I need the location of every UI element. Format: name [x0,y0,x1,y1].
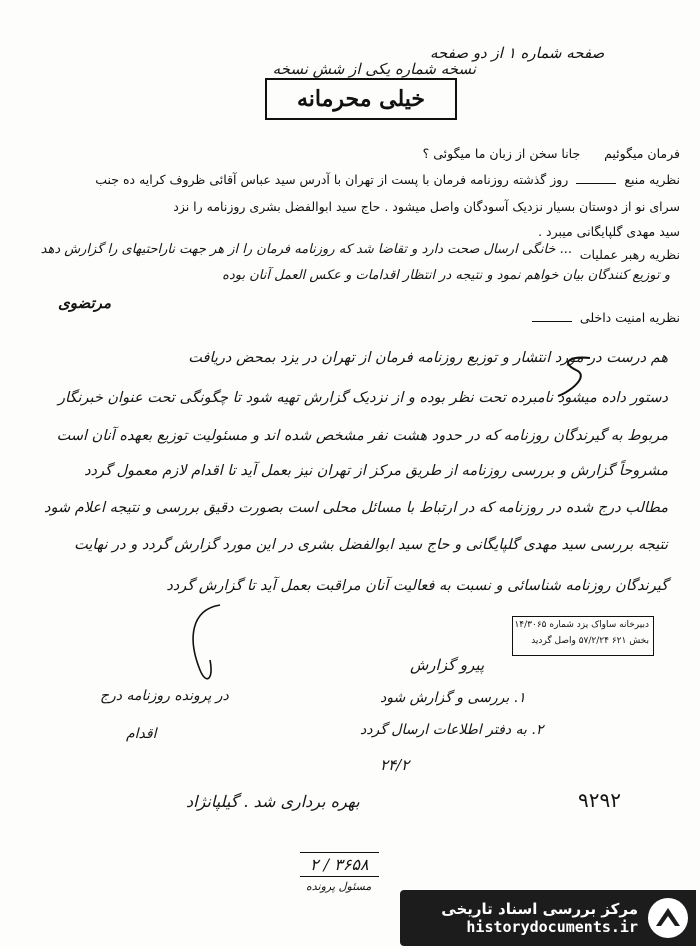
leader-row [580,247,680,262]
file-number: ۹۲۹۲ [578,788,621,812]
archive-website: historydocuments.ir [466,918,638,936]
subject-row [423,146,680,161]
source-row-2 [173,199,680,214]
subject-label: فرمان میگوئیم [604,146,680,161]
leader-hand-1: ... خانگی ارسال صحت دارد و تقاضا شد که روزنامه فرمان را از هر جهت ناراحتیهای را گزارش دهد [40,242,572,257]
leader-signature: مرتضوی [58,294,111,312]
archive-emblem-icon [648,898,688,938]
security-label: نظریه امنیت داخلی [579,310,680,325]
received-stamp [512,616,654,656]
bottom-line: بهره برداری شد . گیلپانژاد [186,792,360,811]
source-text-2: سرای نو از دوستان بسیار نزدیک آسودگان واصل میشود . حاج سید ابوالفضل بشری روزنامه را نزد [173,199,680,214]
received-stamp-line-1: دبیرخانه ساواک یزد شماره ۱۴/۳۰۶۵ [514,620,649,630]
right-note-3: ۲. به دفتر اطلاعات ارسال گردد [360,722,544,738]
body-line-1: هم درست در مورد انتشار و توزیع روزنامه فرمان از تهران در یزد بمحض دریافت [188,350,668,366]
copy-count: نسخه شماره یکی از شش نسخه [272,60,476,78]
classification-text: خیلی محرمانه [296,86,426,112]
margin-hook-mark [180,600,250,690]
archive-org-name: مرکز بررسی اسناد تاریخی [441,900,638,918]
right-note-1: پیرو گزارش [410,656,485,674]
subject-value: جانا سخن از زبان ما میگوئی ؟ [422,146,581,161]
body-line-2: دستور داده میشود نامبرده تحت نظر بوده و از نزدیک گزارش تهیه شود تا چگونگی تحت عنوان خبرنگار [57,390,668,406]
body-line-6: نتیجه بررسی سید مهدی گلپایگانی و حاج سید ابوالفضل بشری در این مورد گزارش گردد و در نهایت [74,537,668,553]
margin-bracket-mark [540,352,600,412]
security-row [528,310,680,325]
sheet-count: صفحه شماره ۱ از دو صفحه [430,44,605,62]
source-text-1: روز گذشته روزنامه فرمان با پست از تهران با آدرس سید عباس آقائی ظروف کرایه ده جنب [95,172,569,187]
body-line-7: گیرندگان روزنامه شناسائی و نسبت به فعالیت آنان مراقبت بعمل آید تا گزارش گردد [166,578,668,594]
bottom-box-number: ۳۶۵۸ / ۲ [300,852,379,877]
archive-logo [400,890,696,946]
leader-hand-2: و توزیع کنندگان بیان خواهم نمود و نتیجه در انتظار اقدامات و عکس العمل آنان بوده [222,268,670,283]
body-line-5: مطالب درج شده در روزنامه که در ارتباط با مسائل محلی است بصورت دقیق بررسی و نتیجه اعلام شود [44,500,668,516]
source-text-3: سید مهدی گلپایگانی میبرد . [538,224,680,239]
leader-label: نظریه رهبر عملیات [579,247,680,262]
initials-note: ۲۴/۲ [380,756,410,774]
left-note-1: در پرونده روزنامه درج [100,688,229,704]
left-note-2: اقدام [126,726,157,742]
source-row-1 [95,172,680,187]
received-stamp-line-2: بخش ۶۲۱ ۵۷/۲/۲۴ واصل گردید [531,636,649,646]
body-line-4: مشروحاً گزارش و بررسی روزنامه از طریق مرکز از تهران نیز بعمل آید تا اقدام لازم معمول گردد [84,463,668,479]
classification-stamp [265,78,457,120]
source-label: نظریه منبع [624,172,680,187]
right-note-2: ۱. بررسی و گزارش شود [380,690,526,706]
source-row-3 [538,224,680,239]
bottom-small-note: مسئول پرونده [306,880,372,893]
body-line-3: مربوط به گیرندگان روزنامه که در حدود هشت نفر مشخص شده اند و مسئولیت توزیع بعهده آنان است [56,428,668,444]
